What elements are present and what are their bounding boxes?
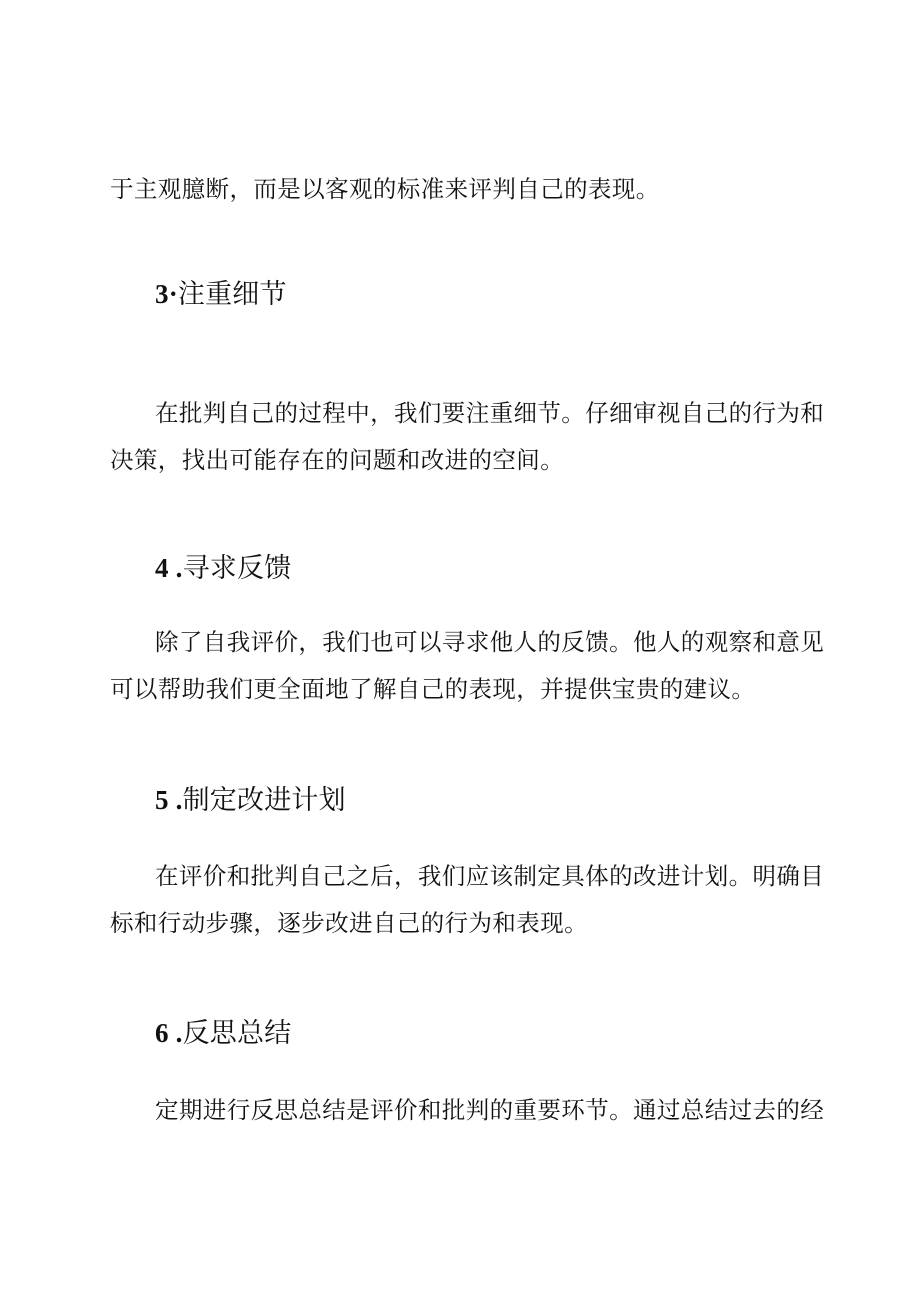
paragraph-line: 在评价和批判自己之后，我们应该制定具体的改进计划。明确目 (155, 862, 825, 890)
paragraph-line: 标和行动步骤，逐步改进自己的行为和表现。 (110, 909, 588, 937)
section-number: 4 . (155, 553, 183, 583)
paragraph-line: 可以帮助我们更全面地了解自己的表现，并提供宝贵的建议。 (110, 675, 756, 703)
section-title: 制定改进计划 (182, 785, 346, 816)
section-heading-6 (155, 1015, 291, 1052)
section-heading-5 (155, 782, 346, 819)
section-number: 3· (155, 279, 178, 309)
section-title: 寻求反馈 (182, 553, 292, 584)
paragraph-line: 定期进行反思总结是评价和批判的重要环节。通过总结过去的经 (155, 1096, 825, 1124)
section-heading-3 (155, 276, 287, 313)
section-title: 注重细节 (177, 279, 287, 310)
section-number: 5 . (155, 785, 183, 815)
paragraph-line: 于主观臆断，而是以客观的标准来评判自己的表现。 (110, 175, 660, 203)
section-number: 6 . (155, 1018, 183, 1048)
paragraph-line: 在批判自己的过程中，我们要注重细节。仔细审视自己的行为和 (155, 399, 825, 427)
section-heading-4 (155, 550, 291, 587)
section-title: 反思总结 (182, 1018, 292, 1049)
paragraph-line: 除了自我评价，我们也可以寻求他人的反馈。他人的观察和意见 (155, 628, 825, 656)
paragraph-line: 决策，找出可能存在的问题和改进的空间。 (110, 446, 565, 474)
